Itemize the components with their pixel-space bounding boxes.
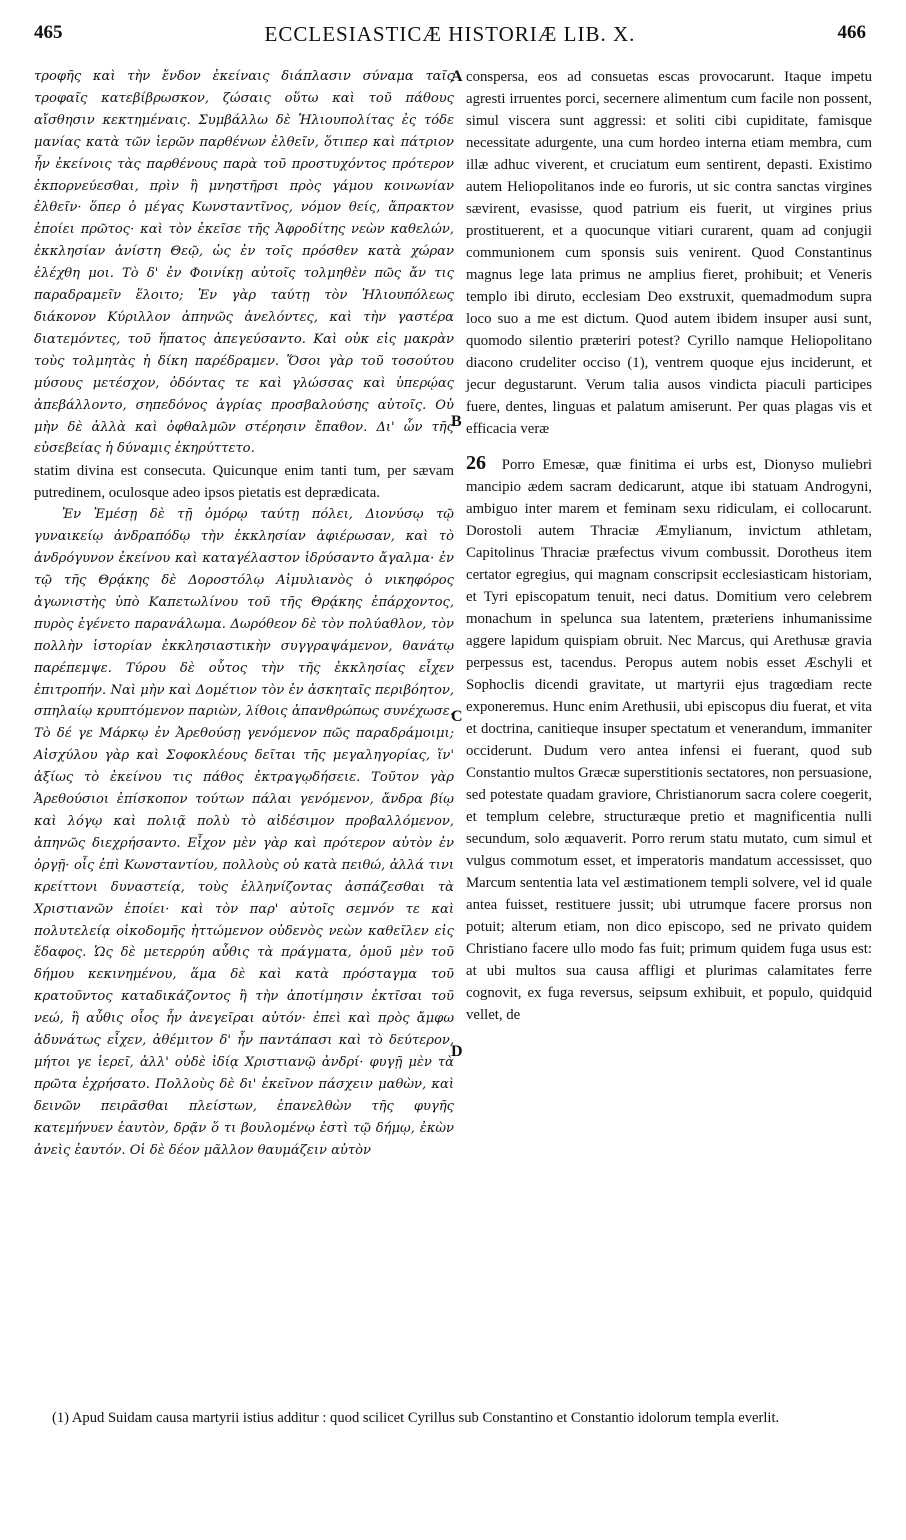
right-column (466, 66, 872, 1026)
margin-letter-c: C (451, 708, 463, 725)
page-header (34, 18, 866, 58)
latin-continuation-left: statim divina est consecuta. Quicunque enim tanti tum, per sævam putredinem, oculosque adeo ipsos pietatis est deprædicata. (34, 463, 454, 502)
latin-section-26 (466, 452, 872, 1026)
margin-letter-b: B (451, 413, 462, 430)
running-title: ECCLESIASTICÆ HISTORIÆ LIB. X. (264, 22, 636, 46)
page-number-right: 466 (837, 22, 866, 43)
left-column (34, 66, 454, 1162)
page-number-left: 465 (34, 22, 63, 43)
greek-passage-2: Ἐν Ἐμέσῃ δὲ τῇ ὁμόρῳ ταύτῃ πόλει, Διονύσῳ τῷ γυναικείῳ ἀνδραπόδῳ τὴν ἐκκλησίαν ἀφιέρωσαν, καὶ τὸ ἀνδρόγυνον ἐκείνου καὶ καταγέλαστον ἱδρύσαντο ἄγαλμα· ἐν τῷ τῆς Θρᾴκης δὲ Δοροστόλῳ Αἰμυλιανὸς ὁ νικηφόρος ἀγωνιστὴς ὑπὸ Καπετωλίνου τοῦ τῆς Θρᾴκης ἐπάρχοντος, πυρὸς ἐγένετο παρανάλωμα. Δωρόθεον δὲ τὸν πολύαθλον, τὸν πολλὴν ἱστορίαν ἐκκλησιαστικὴν συγγραψάμενον, θανάτῳ παρέπεμψε. Τύρου δὲ οὗτος τὴν τῆς ἐκκλησίας εἶχεν ἐπιτροπήν. Ναὶ μὴν καὶ Δομέτιον τὸν ἐν ἀσκηταῖς περιβόητον, σπηλαίῳ κρυπτόμενον παριὼν, λίθοις ἀπανθρώπως συνέχωσε. Τὸ δέ γε Μάρκῳ ἐν Ἀρεθούσῃ γενόμενον πῶς παραδράμοιμι; Αἰσχύλου γὰρ καὶ Σοφοκλέους δεῖται τῆς μεγαληγορίας, ἵν' ἀξίως τὸ ἐκείνου τις πάθος ἐκτραγῳδήσειε. Τοῦτον γὰρ Ἀρεθούσιοι ἐπίσκοπον τούτων πάλαι γενόμενον, ἄνδρα βίῳ καὶ λόγῳ καὶ πολιᾷ πολὺ τὸ αἰδέσιμον προβαλλόμενον, ἀπηνῶς διεχρήσαντο. Εἶχον μὲν γὰρ καὶ πρότερον αὐτὸν ἐν ὀργῇ· οἷς ἐπὶ Κωνσταντίου, πολλοὺς οὐ κατὰ πειθώ, ἀλλά τινι κρείττονι δυναστείᾳ, τοὺς ἑλληνίζοντας ἀσπάζεσθαι τὰ Χριστιανῶν ἐποίει· καὶ τὸν παρ' αὐτοῖς σεμνόν τε καὶ πολυτελείᾳ οἰκοδομῆς ἡττώμενον οὐδενὸς νεὼν καθεῖλεν εἰς ἔδαφος. Ὡς δὲ μετερρύη αὖθις τὰ πράγματα, ὁμοῦ μὲν τοῦ δήμου κεκινημένου, ἅμα δὲ καὶ κατὰ πρόσταγμα τοῦ κρατοῦντος καταδικάζοντος ἢ τὴν ἀποτίμησιν ἐκτῖσαι τοῦ νεώ, ἢ αὖθις οἷος ἦν ἀνεγεῖραι αὐτόν· ἐπεὶ καὶ πρὸς ἄμφω ἀδυνάτως εἶχεν, ἀθέμιτον δ' ἦν παντάπασι καὶ τὸ δεύτερον, μήτοι γε ἱερεῖ, ἀλλ' οὐδὲ ἰδίᾳ Χριστιανῷ ἀνδρί· φυγῇ μὲν τὰ πρῶτα ἐχρήσατο. Πολλοὺς δὲ δι' ἐκεῖνον πάσχειν μαθὼν, καὶ δεινῶν πειρᾶσθαι πλείστων, ἐπανελθὼν τῆς φυγῆς κατεμήνυεν ἑαυτὸν, δρᾷν ὅ τι βουλομένῳ ἐστὶ τῷ δήμῳ, ἐκὼν ἀνεὶς ἑαυτόν. Οἱ δὲ δέον μᾶλλον θαυμάζειν αὐτὸν (34, 507, 454, 1158)
margin-letter-d: D (451, 1043, 463, 1060)
section-number: 26 (466, 452, 486, 474)
footnote: (1) Apud Suidam causa martyrii istius additur : quod scilicet Cyrillus sub Constantino et Constantio idolorum templa everlit. (52, 1410, 780, 1426)
greek-passage-1: τροφῆς καὶ τὴν ἔνδον ἐκείναις διάπλασιν σύναμα ταῖς τροφαῖς κατεβίβρωσκον, ζώσαις οὕτω καὶ τοῦ πάθους αἴσθησιν κεκτημέναις. Συμβάλλω δὲ Ἡλιουπολίτας ἐς τόδε μανίας κατὰ τῶν ἱερῶν παρθένων ἐλθεῖν, ὅτιπερ καὶ πάτριον ἦν ἐκείνοις τὰς παρθένους παρὰ τοῦ προστυχόντος πρότερον ἐκπορνεύεσθαι, πρὶν ἢ μνηστῆρσι πρὸς γάμου κοινωνίαν ἐλθεῖν· ὅπερ ὁ μέγας Κωνσταντῖνος, νόμον θείς, ἄπρακτον ἐποίει πρῶτος· καὶ τὸν ἐκεῖσε τῆς Ἀφροδίτης νεὼν καθελών, ἐκκλησίαν ἀνίστη Θεῷ, ὡς ἐν τοῖς πρόσθεν κατὰ χώραν ἐλέχθη μοι. Τὸ δ' ἐν Φοινίκῃ αὐτοῖς τολμηθὲν πῶς ἄν τις παραδραμεῖν ἕλοιτο; Ἐν γὰρ ταύτῃ τὸν Ἡλιουπόλεως διάκονον Κύριλλον ἀπηνῶς ἀνελόντες, καὶ τὴν γαστέρα διατεμόντες, τοῦ ἥπατος ἀπεγεύσαντο. Καὶ οὐκ εἰς μακρὰν τοὺς τολμητὰς ἡ δίκη παρέδραμεν. Ὅσοι γὰρ τοῦ τοσούτου μύσους μετέσχον, ὀδόντας τε καὶ γλώσσας καὶ ὑπερῴας ἀπεβάλλοντο, σηπεδόνος ἀγρίας προσβαλούσης αὐτοῖς. Οὐ μὴν δὲ ἀλλὰ καὶ ὀφθαλμῶν στέρησιν ἔπαθον. Δι' ὧν τῆς εὐσεβείας ἡ δύναμις ἐκηρύττετο. (34, 69, 454, 457)
latin-passage-b: Porro Emesæ, quæ finitima ei urbs est, Dionyso muliebri mancipio ædem sacram dedicarunt, atque ibi statuam Androgyni, ambiguo inter marem et feminam sexu ridiculam, ei collocarunt. Dorostoli autem Thraciæ Æmylianum, invictum athletam, Capitolinus Thraciæ præfectus vivum combussit. Dorotheus item certator egregius, qui magnam conscripsit ecclesiasticam historiam, et Tyri episcopatum tenuit, neci datus. Domitium vero celebrem monachum in spelunca sua latentem, præteriens inhumanissime aggere lapidum quispiam obruit. Nec Marcus, qui Arethusæ gravia perpessus est, tacendus. Peropus autem nobis esset Æschyli et Sophoclis dicendi gravitate, ut martyrii ejus tragœdiam recte exponeremus. Hunc enim Arethusii, ubi episcopus diu fuerat, et vita et doctrina, canitieque insuper spectatum et venerandum, immaniter occiderunt. Dudum vero antea infensi ei fuerant, quod sub Constantio multos Græcæ superstitionis sectatores, non persuasione, sed potestate quadam graviore, Christianorum sacra colere coegerit, et templum celebre, structuræque pretio et magnificentia nulli secundum, solo æquaverit. Porro rerum statu mutato, cum simul et vulgus commotum esset, et imperatoris mandatum accessisset, quo Marcum sententia lata vel æstimationem templi solvere, vel id quale antea fuisset, restituere jussit; ubi utrumque facere prorsus non potuit; alterum etiam, non dico episcopo, sed ne privato quidem Christiano facere ullo modo fas fuit; primum quidem fuga usus est: at ubi multos sua causa affligi et plurimas calamitates ferre cognovit, ex fuga reversus, seipsum exhibuit, et populo, quidquid vellet, de (466, 457, 872, 1023)
latin-passage-a: conspersa, eos ad consuetas escas provocarunt. Itaque impetu agresti irruentes porci, secernere alimentum cum facile non possent, simul viscera sunt aggressi: et soliti cibi cupiditate, famisque necessitate adurgente, una cum hordeo interna etiam membra, cum illæ adhuc viverent, et cruciatum eum sentirent, depasti. Existimo autem Heliopolitanos inde eo furoris, ut sic contra sanctas virgines sævirent, evasisse, quod patrium eis fuerit, ut virgines prius prostituerent, et a quocunque vitiari curarent, quam ad conjugii communionem cum sponsis suis venirent. Quod Constantinus magnus lege lata primus ne amplius fieret, prohibuit; et Veneris templo ibi diruto, ecclesiam Deo exstruxit, quemadmodum supra loco suo a me est dictum. Quod autem ibidem insuper ausi sunt, quomodo silentio præteriri potest? Cyrillo namque Heliopolitano diacono crudeliter occiso (1), ventrem quoque ejus inciderunt, et jecur degustarunt. Verum talia ausos vindicta piaculi participes fuere, dentes, linguas et palatum amiserunt. Per quas plagas vis et efficacia veræ (466, 69, 872, 437)
margin-letter-a: A (451, 68, 463, 85)
